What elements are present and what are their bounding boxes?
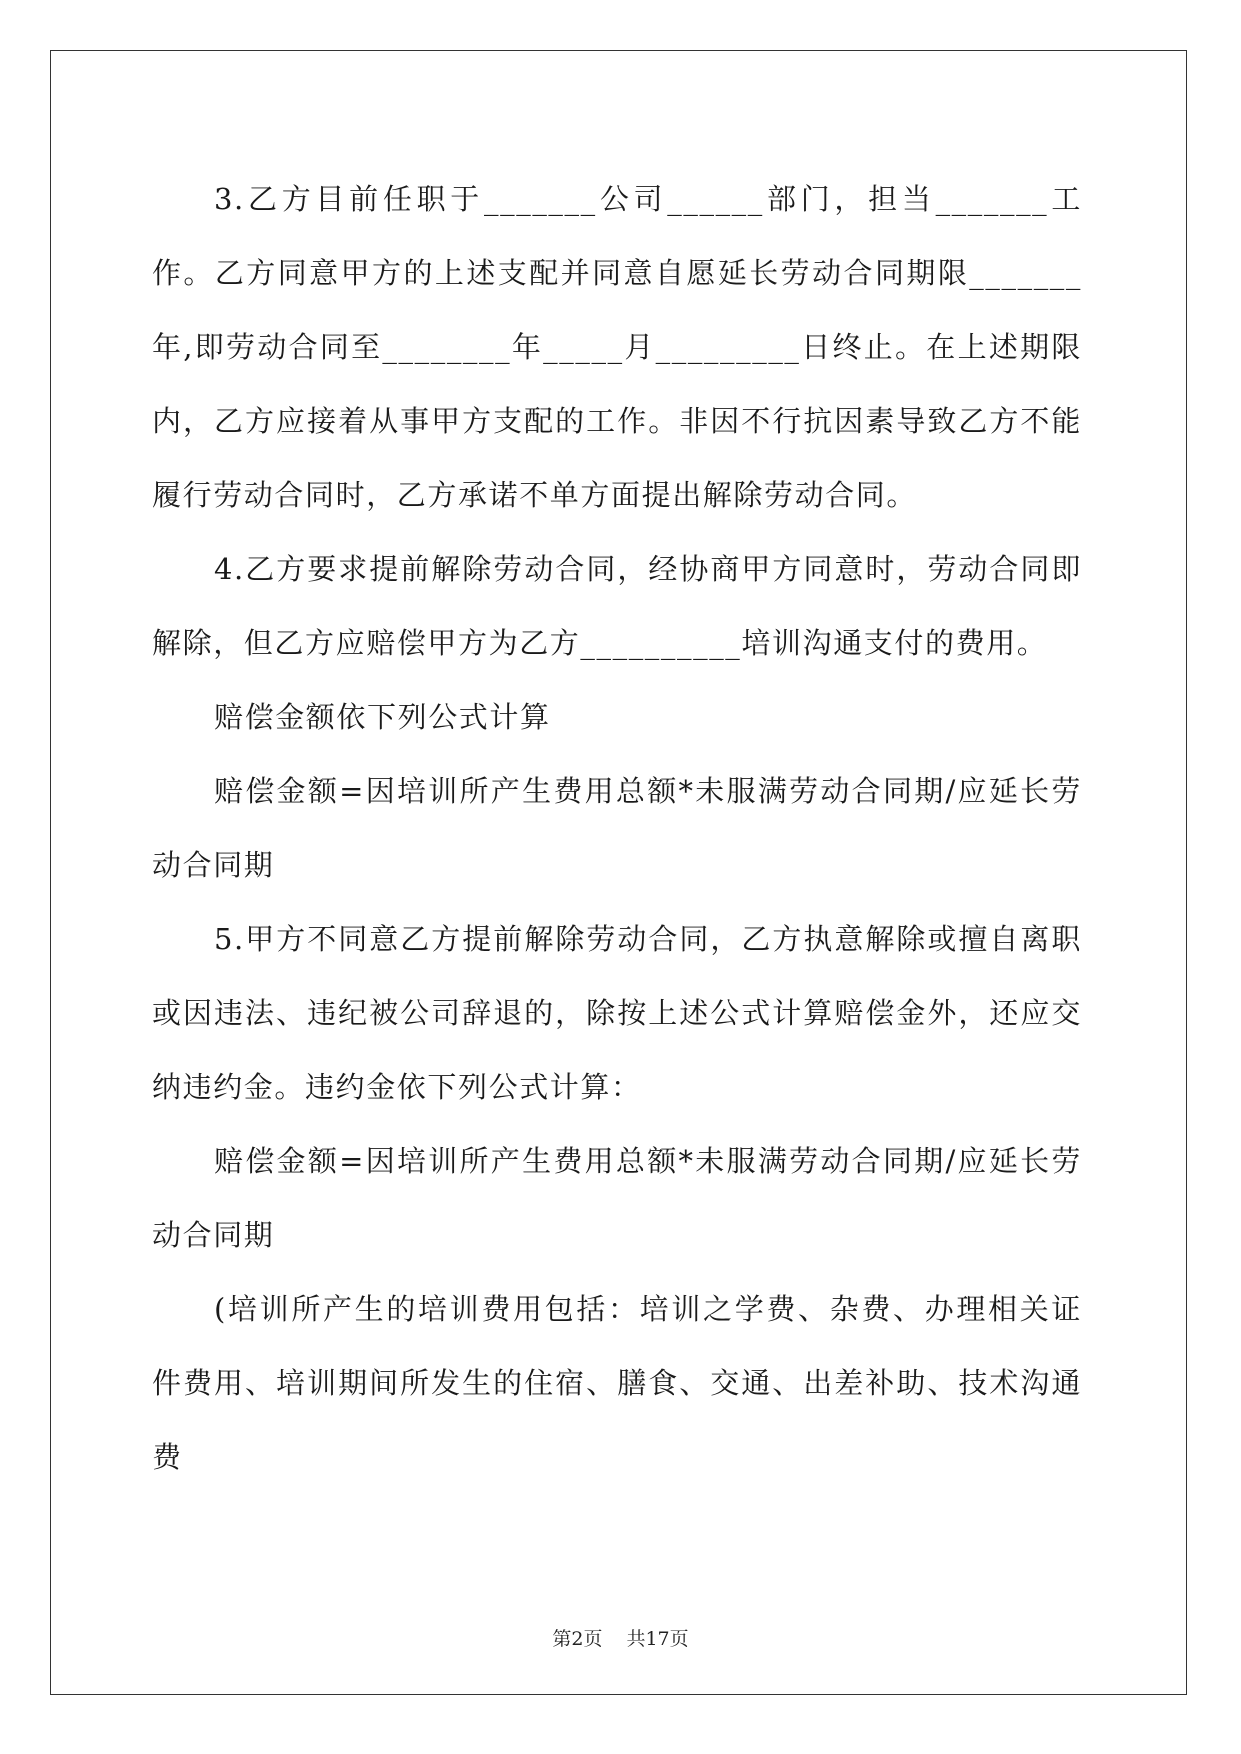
paragraph-clause-3: 3.乙方目前任职于_______公司______部门，担当_______工作。乙方同意甲方的上述支配并同意自愿延长劳动合同期限_______年,即劳动合同至________年_____月_________日终止。在上述期限内，乙方应接着从事甲方支配的工作。非因不行抗因素导致乙方不能履行劳动合同时，乙方承诺不单方面提出解除劳动合同。: [152, 182, 1082, 512]
paragraph-formula-2: 赔偿金额=因培训所产生费用总额*未服满劳动合同期/应延长劳动合同期: [152, 1144, 1082, 1252]
paragraph-formula-1: 赔偿金额=因培训所产生费用总额*未服满劳动合同期/应延长劳动合同期: [152, 774, 1082, 882]
page-number-current: 第2页: [552, 1628, 603, 1650]
page-number-total: 共17页: [626, 1628, 689, 1650]
paragraph-training-costs: (培训所产生的培训费用包括：培训之学费、杂费、办理相关证件费用、培训期间所发生的住宿、膳食、交通、出差补助、技术沟通费: [152, 1292, 1082, 1474]
paragraph-clause-4: 4.乙方要求提前解除劳动合同，经协商甲方同意时，劳动合同即解除，但乙方应赔偿甲方为乙方__________培训沟通支付的费用。: [152, 552, 1082, 660]
document-body: [152, 162, 1082, 1494]
paragraph-formula-intro: 赔偿金额依下列公式计算: [214, 700, 551, 734]
paragraph-clause-5: 5.甲方不同意乙方提前解除劳动合同，乙方执意解除或擅自离职或因违法、违纪被公司辞退的，除按上述公式计算赔偿金外，还应交纳违约金。违约金依下列公式计算：: [152, 922, 1082, 1104]
page-footer: [0, 1624, 1241, 1651]
